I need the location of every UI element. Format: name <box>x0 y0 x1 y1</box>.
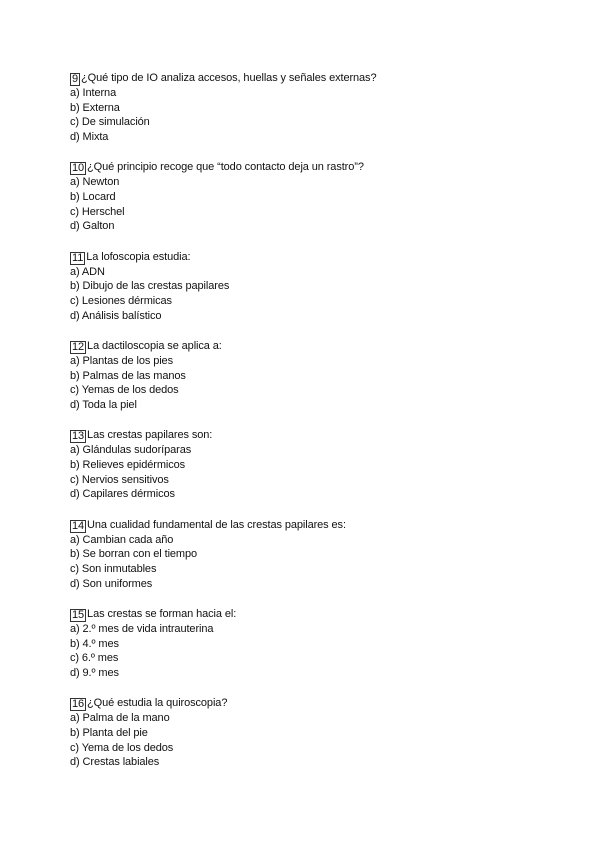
question-text: La lofoscopia estudia: <box>86 250 191 263</box>
question-16 <box>70 696 570 770</box>
option-b: b) Planta del pie <box>70 726 148 739</box>
question-text: Una cualidad fundamental de las crestas papilares es: <box>87 518 346 531</box>
question-number-badge: 13 <box>72 430 85 443</box>
option-b: b) Dibujo de las crestas papilares <box>70 280 230 293</box>
option-c: c) Yemas de los dedos <box>70 384 179 397</box>
option-a: a) Plantas de los pies <box>70 354 173 367</box>
question-10 <box>70 160 570 234</box>
question-text: Las crestas se forman hacia el: <box>87 607 237 620</box>
option-d: d) Mixta <box>70 131 109 144</box>
option-b: b) 4.º mes <box>70 637 119 650</box>
option-d: d) Galton <box>70 220 115 233</box>
question-11 <box>70 250 570 324</box>
question-line <box>70 339 570 354</box>
option-d: d) Son uniformes <box>70 577 153 590</box>
option-a: a) Interna <box>70 87 117 99</box>
question-number-badge: 9 <box>72 73 79 85</box>
question-13 <box>70 428 570 502</box>
question-number-badge: 15 <box>72 608 85 621</box>
question-text: Las crestas papilares son: <box>87 429 213 442</box>
question-line <box>70 696 570 711</box>
option-a: a) Cambian cada año <box>70 533 174 546</box>
option-b: b) Externa <box>70 101 120 114</box>
question-number-badge: 12 <box>72 340 85 353</box>
question-text: La dactiloscopia se aplica a: <box>87 339 222 352</box>
question-line <box>70 71 570 86</box>
option-d: d) Crestas labiales <box>70 756 160 769</box>
option-a: a) ADN <box>70 265 105 278</box>
question-number-badge: 14 <box>72 519 85 532</box>
option-b: b) Palmas de las manos <box>70 369 186 382</box>
option-b: b) Locard <box>70 191 116 204</box>
question-line <box>70 250 570 265</box>
option-d: d) Capilares dérmicos <box>70 488 175 501</box>
option-c: c) Yema de los dedos <box>70 741 174 754</box>
question-line <box>70 428 570 443</box>
option-c: c) 6.º mes <box>70 652 119 665</box>
option-a: a) Palma de la mano <box>70 712 170 725</box>
option-a: a) 2.º mes de vida intrauterina <box>70 622 214 635</box>
option-d: d) 9.º mes <box>70 666 119 679</box>
question-text: ¿Qué tipo de IO analiza accesos, huellas y señales externas? <box>81 72 377 84</box>
option-c: c) Nervios sensitivos <box>70 473 169 486</box>
question-line <box>70 518 570 533</box>
question-12 <box>70 339 570 413</box>
option-c: c) Herschel <box>70 205 125 218</box>
question-9 <box>70 71 570 145</box>
option-c: c) De simulación <box>70 116 150 129</box>
option-c: c) Lesiones dérmicas <box>70 295 172 308</box>
option-d: d) Análisis balístico <box>70 309 162 322</box>
option-a: a) Glándulas sudoríparas <box>70 444 192 457</box>
question-line <box>70 607 570 622</box>
question-14 <box>70 518 570 592</box>
question-text: ¿Qué estudia la quiroscopia? <box>87 697 228 710</box>
option-b: b) Relieves epidérmicos <box>70 458 186 471</box>
question-number-badge: 16 <box>72 698 85 711</box>
question-line <box>70 160 570 175</box>
option-d: d) Toda la piel <box>70 399 137 412</box>
question-number-badge: 11 <box>72 251 84 264</box>
question-number-badge: 10 <box>72 162 85 175</box>
option-a: a) Newton <box>70 176 120 189</box>
question-15 <box>70 607 570 681</box>
option-b: b) Se borran con el tiempo <box>70 548 198 561</box>
question-text: ¿Qué principio recoge que “todo contacto deja un rastro”? <box>87 161 364 174</box>
document-page <box>70 71 570 786</box>
option-c: c) Son inmutables <box>70 562 157 575</box>
